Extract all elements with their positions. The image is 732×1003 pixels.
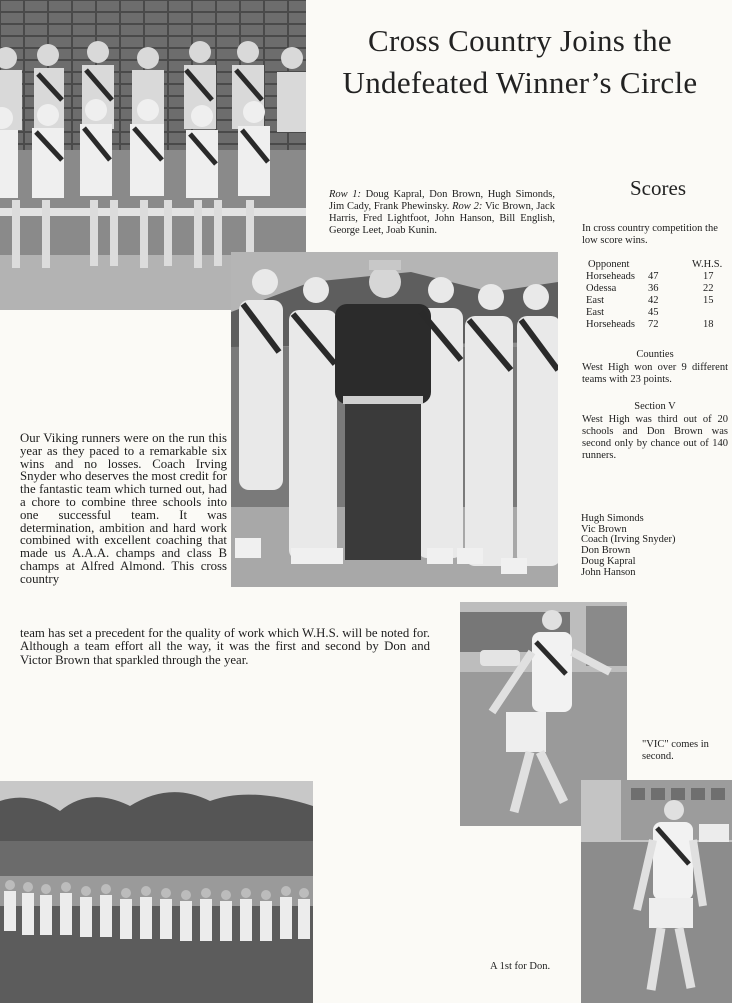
whs-score: 18 <box>703 319 714 330</box>
coach-group-photo <box>231 252 558 587</box>
row2-label: Row 2: <box>452 201 483 212</box>
body-paragraph-part1: Our Viking runners were on the run this year as they paced to a remarkable six wins and no losses. Coach Irving Snyder who deserves the most credit for the fantastic team which turned out, had a chore to combine three schools into one successful team. It was determination, ambition and hard work combined with excellent coaching that made us A.A.A. champs and class B champs at Alfred Almond. This cross country <box>20 431 227 586</box>
opponent-name: Odessa <box>586 283 617 294</box>
vic-photo-caption: "VIC" comes in second. <box>642 739 709 762</box>
list-item: Don Brown <box>581 545 631 557</box>
opponent-name: East <box>586 307 605 318</box>
title-line-2: Undefeated Winner’s Circle <box>342 65 698 100</box>
counties-text: West High won over 9 different teams with 23 points. <box>582 362 728 385</box>
opponent-name: East <box>586 295 605 306</box>
page-title <box>320 20 720 104</box>
opponent-name: Horseheads <box>586 271 635 282</box>
table-row <box>582 307 728 319</box>
scores-header-row <box>582 259 728 271</box>
table-row <box>582 271 728 283</box>
whs-score: 22 <box>703 283 714 294</box>
opponent-score: 45 <box>648 307 659 318</box>
counties-title: Counties <box>636 349 674 360</box>
don-running-photo <box>581 780 732 1003</box>
don-photo-caption: A 1st for Don. <box>490 961 551 972</box>
opponent-score: 42 <box>648 295 659 306</box>
col-whs: W.H.S. <box>692 259 723 270</box>
row1-label: Row 1: <box>329 189 361 200</box>
row1-names: Doug Kapral, Don Brown, Hugh Simonds, Jim Cady, Frank Phewinsky. <box>329 189 555 212</box>
whs-score: 15 <box>703 295 714 306</box>
title-line-1: Cross Country Joins the <box>367 23 672 58</box>
scores-table <box>582 259 728 331</box>
section-v-text: West High was third out of 20 schools and Don Brown was second only by chance out of 140 runners. <box>582 414 728 461</box>
table-row <box>582 283 728 295</box>
list-item: Vic Brown <box>581 523 627 535</box>
row2-names: Vic Brown, Jack Harris, Fred Lightfoot, John Hanson, Bill English, George Leet, Joab Kunin. <box>329 201 555 236</box>
whs-score: 17 <box>703 271 714 282</box>
opponent-score: 47 <box>648 271 659 282</box>
opponent-name: Horseheads <box>586 319 635 330</box>
race-start-photo <box>0 781 313 1003</box>
table-row <box>582 295 728 307</box>
opponent-score: 72 <box>648 319 659 330</box>
table-row <box>582 319 728 331</box>
scores-intro: In cross country competition the low score wins. <box>582 223 718 246</box>
list-item: John Hanson <box>581 566 636 578</box>
list-item: Hugh Simonds <box>581 513 644 524</box>
list-item: Doug Kapral <box>581 555 636 567</box>
col-opponent: Opponent <box>588 259 630 270</box>
team-photo-caption <box>329 189 555 237</box>
scores-heading: Scores <box>630 176 686 200</box>
list-item: Coach (Irving Snyder) <box>581 534 676 546</box>
section-v-title: Section V <box>634 401 676 412</box>
coach-photo-names <box>581 514 731 578</box>
opponent-score: 36 <box>648 283 659 294</box>
body-paragraph-part2: team has set a precedent for the quality of work which W.H.S. will be noted for. Although a team effort all the way, it was the first and second by Don and Victor Brown that sparkled through the year. <box>20 626 430 667</box>
